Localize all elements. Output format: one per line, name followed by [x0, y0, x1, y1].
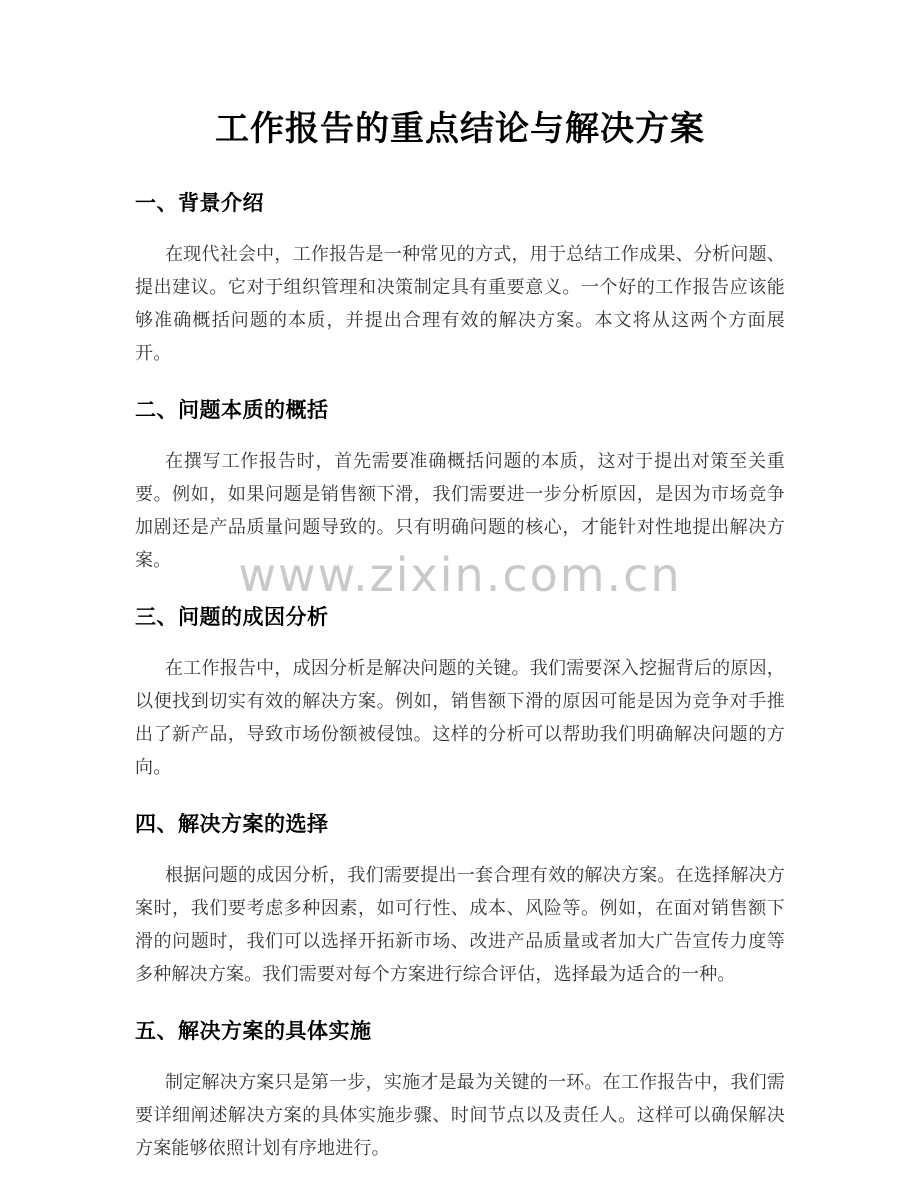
section-paragraph: 在工作报告中，成因分析是解决问题的关键。我们需要深入挖掘背后的原因，以便找到切实有效的解决方案。例如，销售额下滑的原因可能是因为竞争对手推出了新产品，导致市场份额被侵蚀。这样的分析可以帮助我们明确解决问题的方向。 — [135, 658, 785, 778]
section-heading: 三、问题的成因分析 — [135, 605, 329, 629]
section-paragraph: 在现代社会中，工作报告是一种常见的方式，用于总结工作成果、分析问题、提出建议。它对于组织管理和决策制定具有重要意义。一个好的工作报告应该能够准确概括问题的本质，并提出合理有效的解决方案。本文将从这两个方面展开。 — [135, 244, 785, 364]
section-heading: 五、解决方案的具体实施 — [135, 1019, 372, 1043]
document-title: 工作报告的重点结论与解决方案 — [215, 109, 705, 149]
section-paragraph: 制定解决方案只是第一步，实施才是最为关键的一环。在工作报告中，我们需要详细阐述解决方案的具体实施步骤、时间节点以及责任人。这样可以确保解决方案能够依照计划有序地进行。 — [135, 1072, 785, 1159]
watermark-text: www.zixin.com.cn — [238, 548, 682, 602]
section-background — [135, 187, 785, 370]
document-content — [135, 105, 785, 1165]
section-heading: 二、问题本质的概括 — [135, 398, 329, 422]
section-solution-implementation — [135, 1015, 785, 1165]
section-problem-essence — [135, 394, 785, 577]
section-solution-selection — [135, 808, 785, 991]
section-heading: 四、解决方案的选择 — [135, 812, 329, 836]
section-cause-analysis — [135, 601, 785, 784]
section-paragraph: 在撰写工作报告时，首先需要准确概括问题的本质，这对于提出对策至关重要。例如，如果问题是销售额下滑，我们需要进一步分析原因，是因为市场竞争加剧还是产品质量问题导致的。只有明确问题的核心，才能针对性地提出解决方案。 — [135, 451, 785, 571]
section-heading: 一、背景介绍 — [135, 191, 264, 215]
section-paragraph: 根据问题的成因分析，我们需要提出一套合理有效的解决方案。在选择解决方案时，我们要考虑多种因素，如可行性、成本、风险等。例如，在面对销售额下滑的问题时，我们可以选择开拓新市场、改进产品质量或者加大广告宣传力度等多种解决方案。我们需要对每个方案进行综合评估，选择最为适合的一种。 — [135, 865, 785, 985]
